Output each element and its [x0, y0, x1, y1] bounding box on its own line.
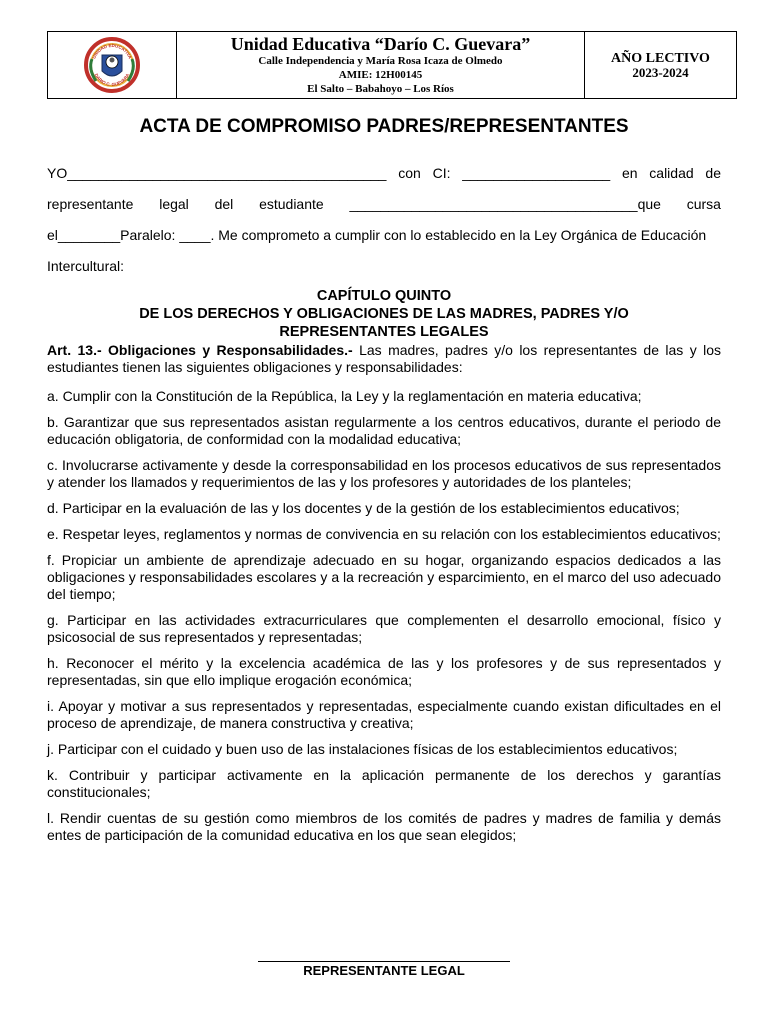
form-line1-word: en: [621, 165, 638, 181]
school-name: Unidad Educativa “Darío C. Guevara”: [230, 34, 531, 54]
form-line2-word: _____________________________________que: [349, 196, 661, 212]
header-table: [47, 31, 737, 99]
form-line1-word: calidad: [649, 165, 694, 181]
signature-label: REPRESENTANTE LEGAL: [303, 963, 465, 978]
article-item: d. Participar en la evaluación de las y los docentes y de la gestión de los establecimientos educativos;: [47, 500, 680, 516]
svg-text:DARIO C. GUEVARA: DARIO C. GUEVARA: [93, 72, 131, 88]
school-location: El Salto – Babahoyo – Los Ríos: [307, 83, 454, 95]
form-line1-word: de: [705, 165, 721, 181]
form-line2-word: legal: [159, 196, 189, 212]
form-line1-word: con: [398, 165, 421, 181]
signature-line: [258, 961, 510, 962]
form-line-2: [47, 196, 721, 212]
form-line1-word: ___________________: [462, 165, 611, 181]
article-item: j. Participar con el cuidado y buen uso de las instalaciones físicas de los establecimientos educativos;: [47, 741, 678, 757]
form-line2-word: cursa: [686, 196, 721, 212]
article-item: b. Garantizar que sus representados asistan regularmente a los centros educativos, durante el periodo de educación obligatoria, de conformidad con la modalidad educativa;: [47, 414, 721, 447]
article-item: k. Contribuir y participar activamente en la aplicación permanente de los derechos y garantías constitucionales;: [47, 767, 721, 800]
document-title: ACTA DE COMPROMISO PADRES/REPRESENTANTES: [139, 116, 629, 137]
form-line1-word: YO_________________________________________: [47, 165, 387, 181]
form-line-1: [47, 165, 721, 181]
school-amie: AMIE: 12H00145: [338, 69, 423, 81]
chapter-title: CAPÍTULO QUINTO: [316, 288, 452, 304]
school-info-cell: [177, 32, 585, 98]
school-year-label: AÑO LECTIVO: [611, 50, 710, 66]
article-item: l. Rendir cuentas de su gestión como miembros de los comités de padres y madres de familia y demás entes de participación de la comunidad educativa en los que sean elegidos;: [47, 810, 721, 843]
form-line2-word: representante: [47, 196, 134, 212]
chapter-subtitle-2: REPRESENTANTES LEGALES: [279, 324, 489, 340]
logo-cell: [48, 32, 177, 98]
article-item: f. Propiciar un ambiente de aprendizaje adecuado en su hogar, organizando espacios dedicados a las obligaciones y responsabilidades escolares y a la recreación y esparcimiento, en el marco del uso adecuado del tiempo;: [47, 552, 721, 602]
article-item: i. Apoyar y motivar a sus representados y representadas, especialmente cuando existan dificultades en el proceso de aprendizaje, de manera constructiva y creativa;: [47, 698, 721, 731]
svg-text:UNIDAD EDUCATIVA: UNIDAD EDUCATIVA: [91, 42, 133, 60]
form-line-4: Intercultural:: [47, 258, 125, 274]
school-address: Calle Independencia y María Rosa Icaza de Olmedo: [258, 55, 503, 67]
form-line2-word: estudiante: [259, 196, 324, 212]
article-text: Las madres, padres y/o los representantes de las y los estudiantes tienen las siguientes obligaciones y responsabilidades:: [47, 342, 721, 375]
form-line2-word: del: [214, 196, 234, 212]
form-line-3: el________Paralelo: ____. Me comprometo a cumplir con lo establecido en la Ley Orgánica de Educación: [47, 227, 707, 243]
school-year-value: 2023-2024: [632, 64, 689, 80]
article-item: a. Cumplir con la Constitución de la República, la Ley y la reglamentación en materia educativa;: [47, 388, 642, 404]
article-item: c. Involucrarse activamente y desde la corresponsabilidad en los procesos educativos de sus representados y atender los llamados y requerimientos de las y los profesores y autoridades de los planteles;: [47, 457, 721, 490]
article-item: g. Participar en las actividades extracurriculares que complementen el desarrollo emocional, físico y psicosocial de sus representados y representadas;: [47, 612, 721, 645]
school-logo: [84, 37, 140, 93]
article-body: [47, 342, 721, 853]
article-heading: Art. 13.- Obligaciones y Responsabilidades.-: [47, 342, 353, 358]
chapter-subtitle: DE LOS DERECHOS Y OBLIGACIONES DE LAS MADRES, PADRES Y/O: [139, 306, 629, 322]
article-item: e. Respetar leyes, reglamentos y normas de convivencia en su relación con los establecimientos educativos;: [47, 526, 721, 542]
school-year-cell: [585, 32, 736, 98]
article-item: h. Reconocer el mérito y la excelencia académica de las y los profesores y de sus representados y representadas, sin que ello implique erogación económica;: [47, 655, 721, 688]
form-line1-word: CI:: [432, 165, 451, 181]
article-intro: [47, 342, 721, 376]
